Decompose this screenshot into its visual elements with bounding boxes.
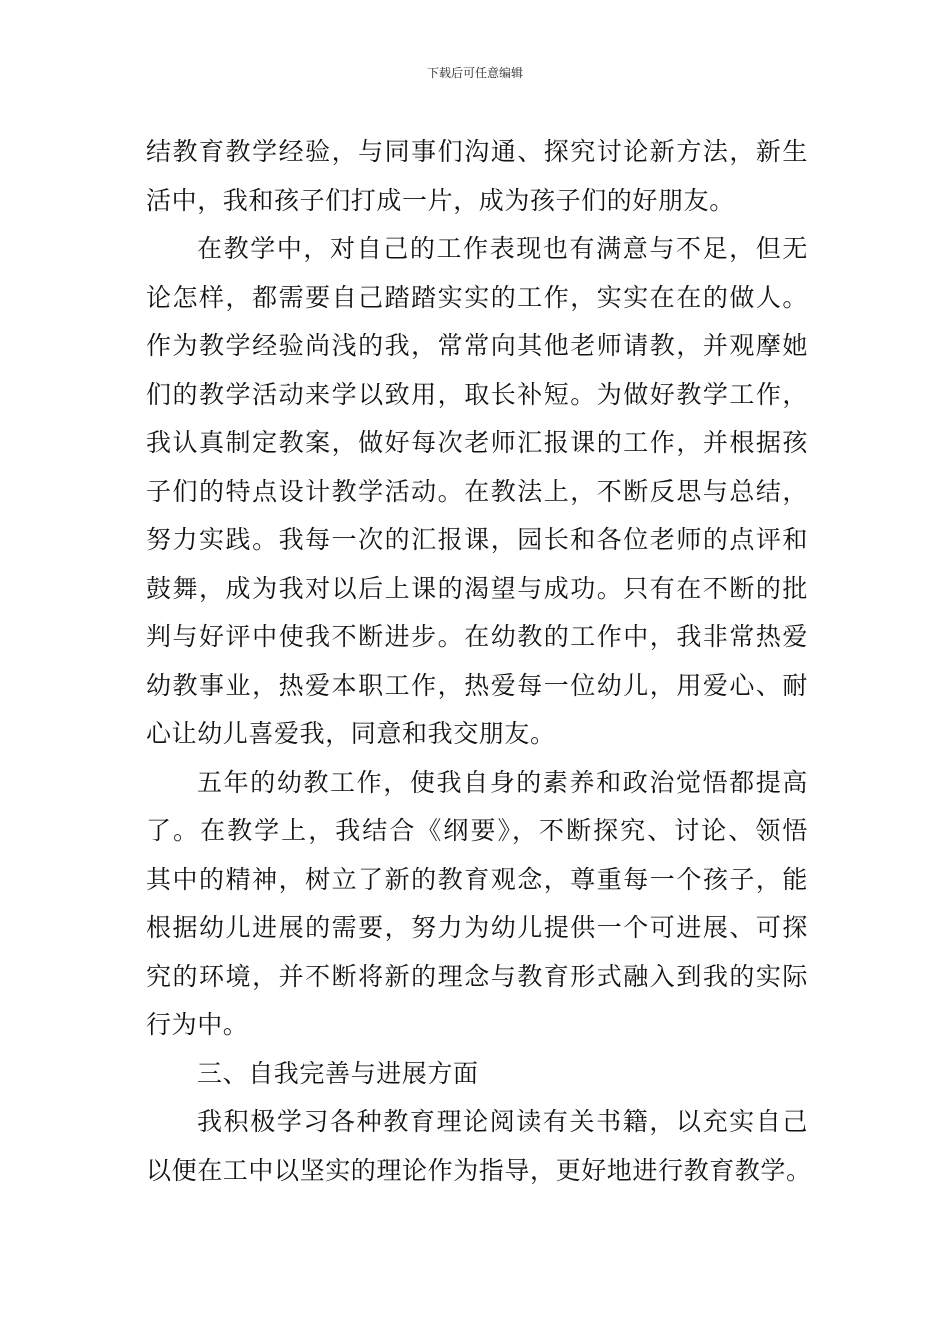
text-line-18: 究的环境，并不断将新的理念与教育形式融入到我的实际: [146, 961, 808, 991]
text-line-2: 活中，我和孩子们打成一片，成为孩子们的好朋友。: [146, 185, 735, 215]
text-line-7: 我认真制定教案，做好每次老师汇报课的工作，并根据孩: [146, 428, 808, 457]
text-line-14: 五年的幼教工作，使我自身的素养和政治觉悟都提高: [197, 767, 808, 797]
text-line-15: 了。在教学上，我结合《纲要》，不断探究、讨论、领悟: [146, 816, 808, 845]
text-line-19: 行为中。: [146, 1010, 249, 1039]
text-line-13: 心让幼儿喜爱我，同意和我交朋友。: [146, 719, 556, 748]
text-line-3: 在教学中，对自己的工作表现也有满意与不足，但无: [197, 234, 808, 263]
text-line-21: 我积极学习各种教育理论阅读有关书籍，以充实自己: [197, 1107, 808, 1136]
page-header: 下载后可任意编辑: [426, 66, 523, 80]
text-line-16: 其中的精神，树立了新的教育观念，尊重每一个孩子，能: [146, 864, 808, 894]
text-line-10: 鼓舞，成为我对以后上课的渴望与成功。只有在不断的批: [146, 573, 808, 603]
text-line-17: 根据幼儿进展的需要，努力为幼儿提供一个可进展、可探: [146, 913, 808, 942]
text-line-22: 以便在工中以坚实的理论作为指导，更好地进行教育教学。: [146, 1155, 812, 1185]
text-line-11: 判与好评中使我不断进步。在幼教的工作中，我非常热爱: [146, 622, 808, 651]
section-heading: 三、自我完善与进展方面: [197, 1058, 479, 1088]
text-line-4: 论怎样，都需要自己踏踏实实的工作，实实在在的做人。: [146, 282, 808, 312]
text-line-12: 幼教事业，热爱本职工作，热爱每一位幼儿，用爱心、耐: [146, 670, 808, 700]
text-line-8: 子们的特点设计教学活动。在教法上，不断反思与总结，: [146, 476, 808, 506]
text-line-1: 结教育教学经验，与同事们沟通、探究讨论新方法，新生: [146, 137, 808, 166]
text-line-9: 努力实践。我每一次的汇报课，园长和各位老师的点评和: [146, 525, 808, 554]
text-line-6: 们的教学活动来学以致用，取长补短。为做好教学工作，: [146, 379, 808, 409]
text-line-5: 作为教学经验尚浅的我，常常向其他老师请教，并观摩她: [146, 331, 808, 360]
body-text: [146, 128, 812, 1195]
